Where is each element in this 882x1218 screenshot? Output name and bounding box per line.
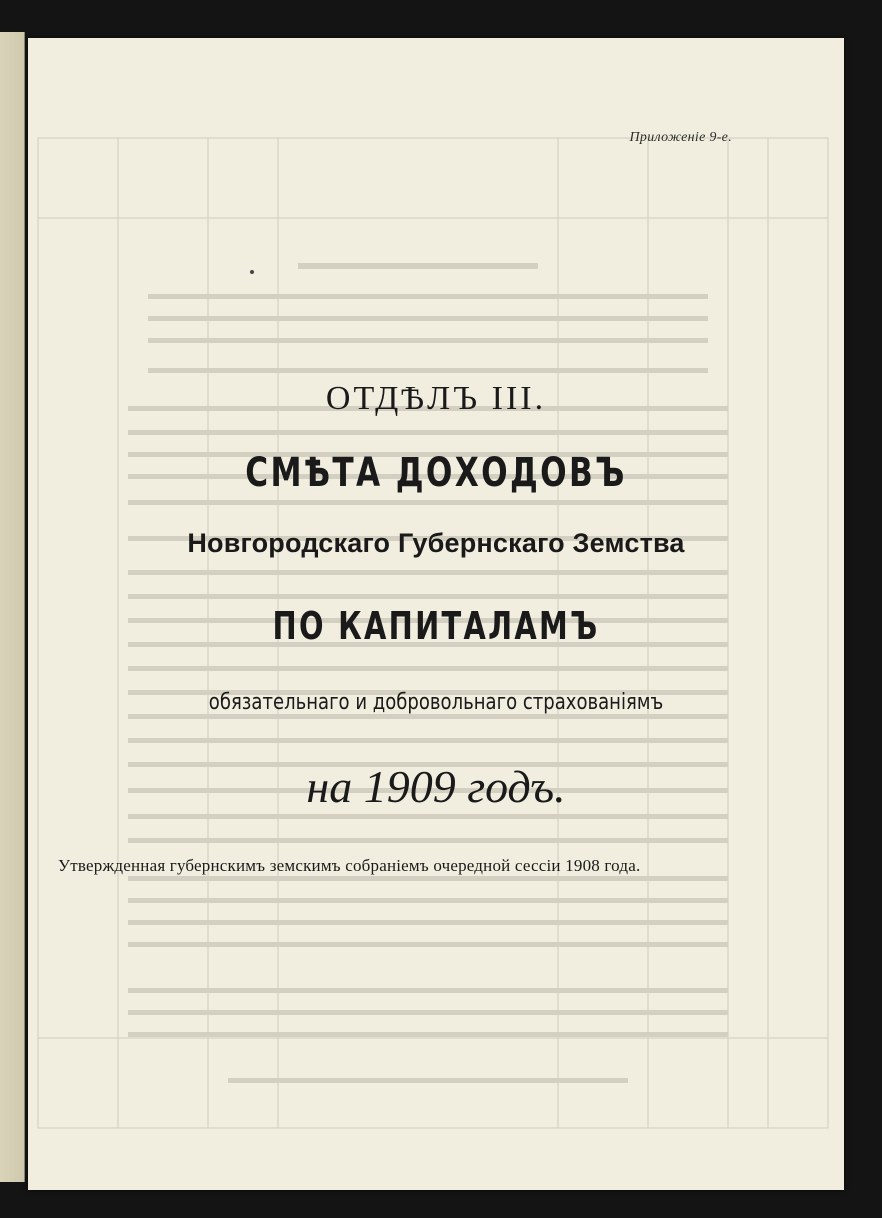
title-year xyxy=(28,760,844,813)
document-page xyxy=(28,38,844,1190)
title-capitals: ПО КАПИТАЛАМЪ xyxy=(272,604,600,648)
title-estimate: СМѢТА ДОХОДОВЪ xyxy=(245,450,627,496)
year-text: на 1909 годъ. xyxy=(306,761,566,812)
title-zemstvo: Новгородскаго Губернскаго Земства xyxy=(187,528,685,558)
title-insurance: обязательнаго и добровольнаго страхованіямъ xyxy=(208,690,664,715)
adjacent-page-edge xyxy=(0,32,25,1182)
approval-note: Утвержденная губернскимъ земскимъ собраніемъ очередной сессіи 1908 года. xyxy=(58,856,641,875)
ink-speck xyxy=(250,270,254,274)
section-heading: ОТДѢЛЪ III. xyxy=(325,380,547,417)
annex-label: Приложеніе 9-е. xyxy=(629,130,732,145)
